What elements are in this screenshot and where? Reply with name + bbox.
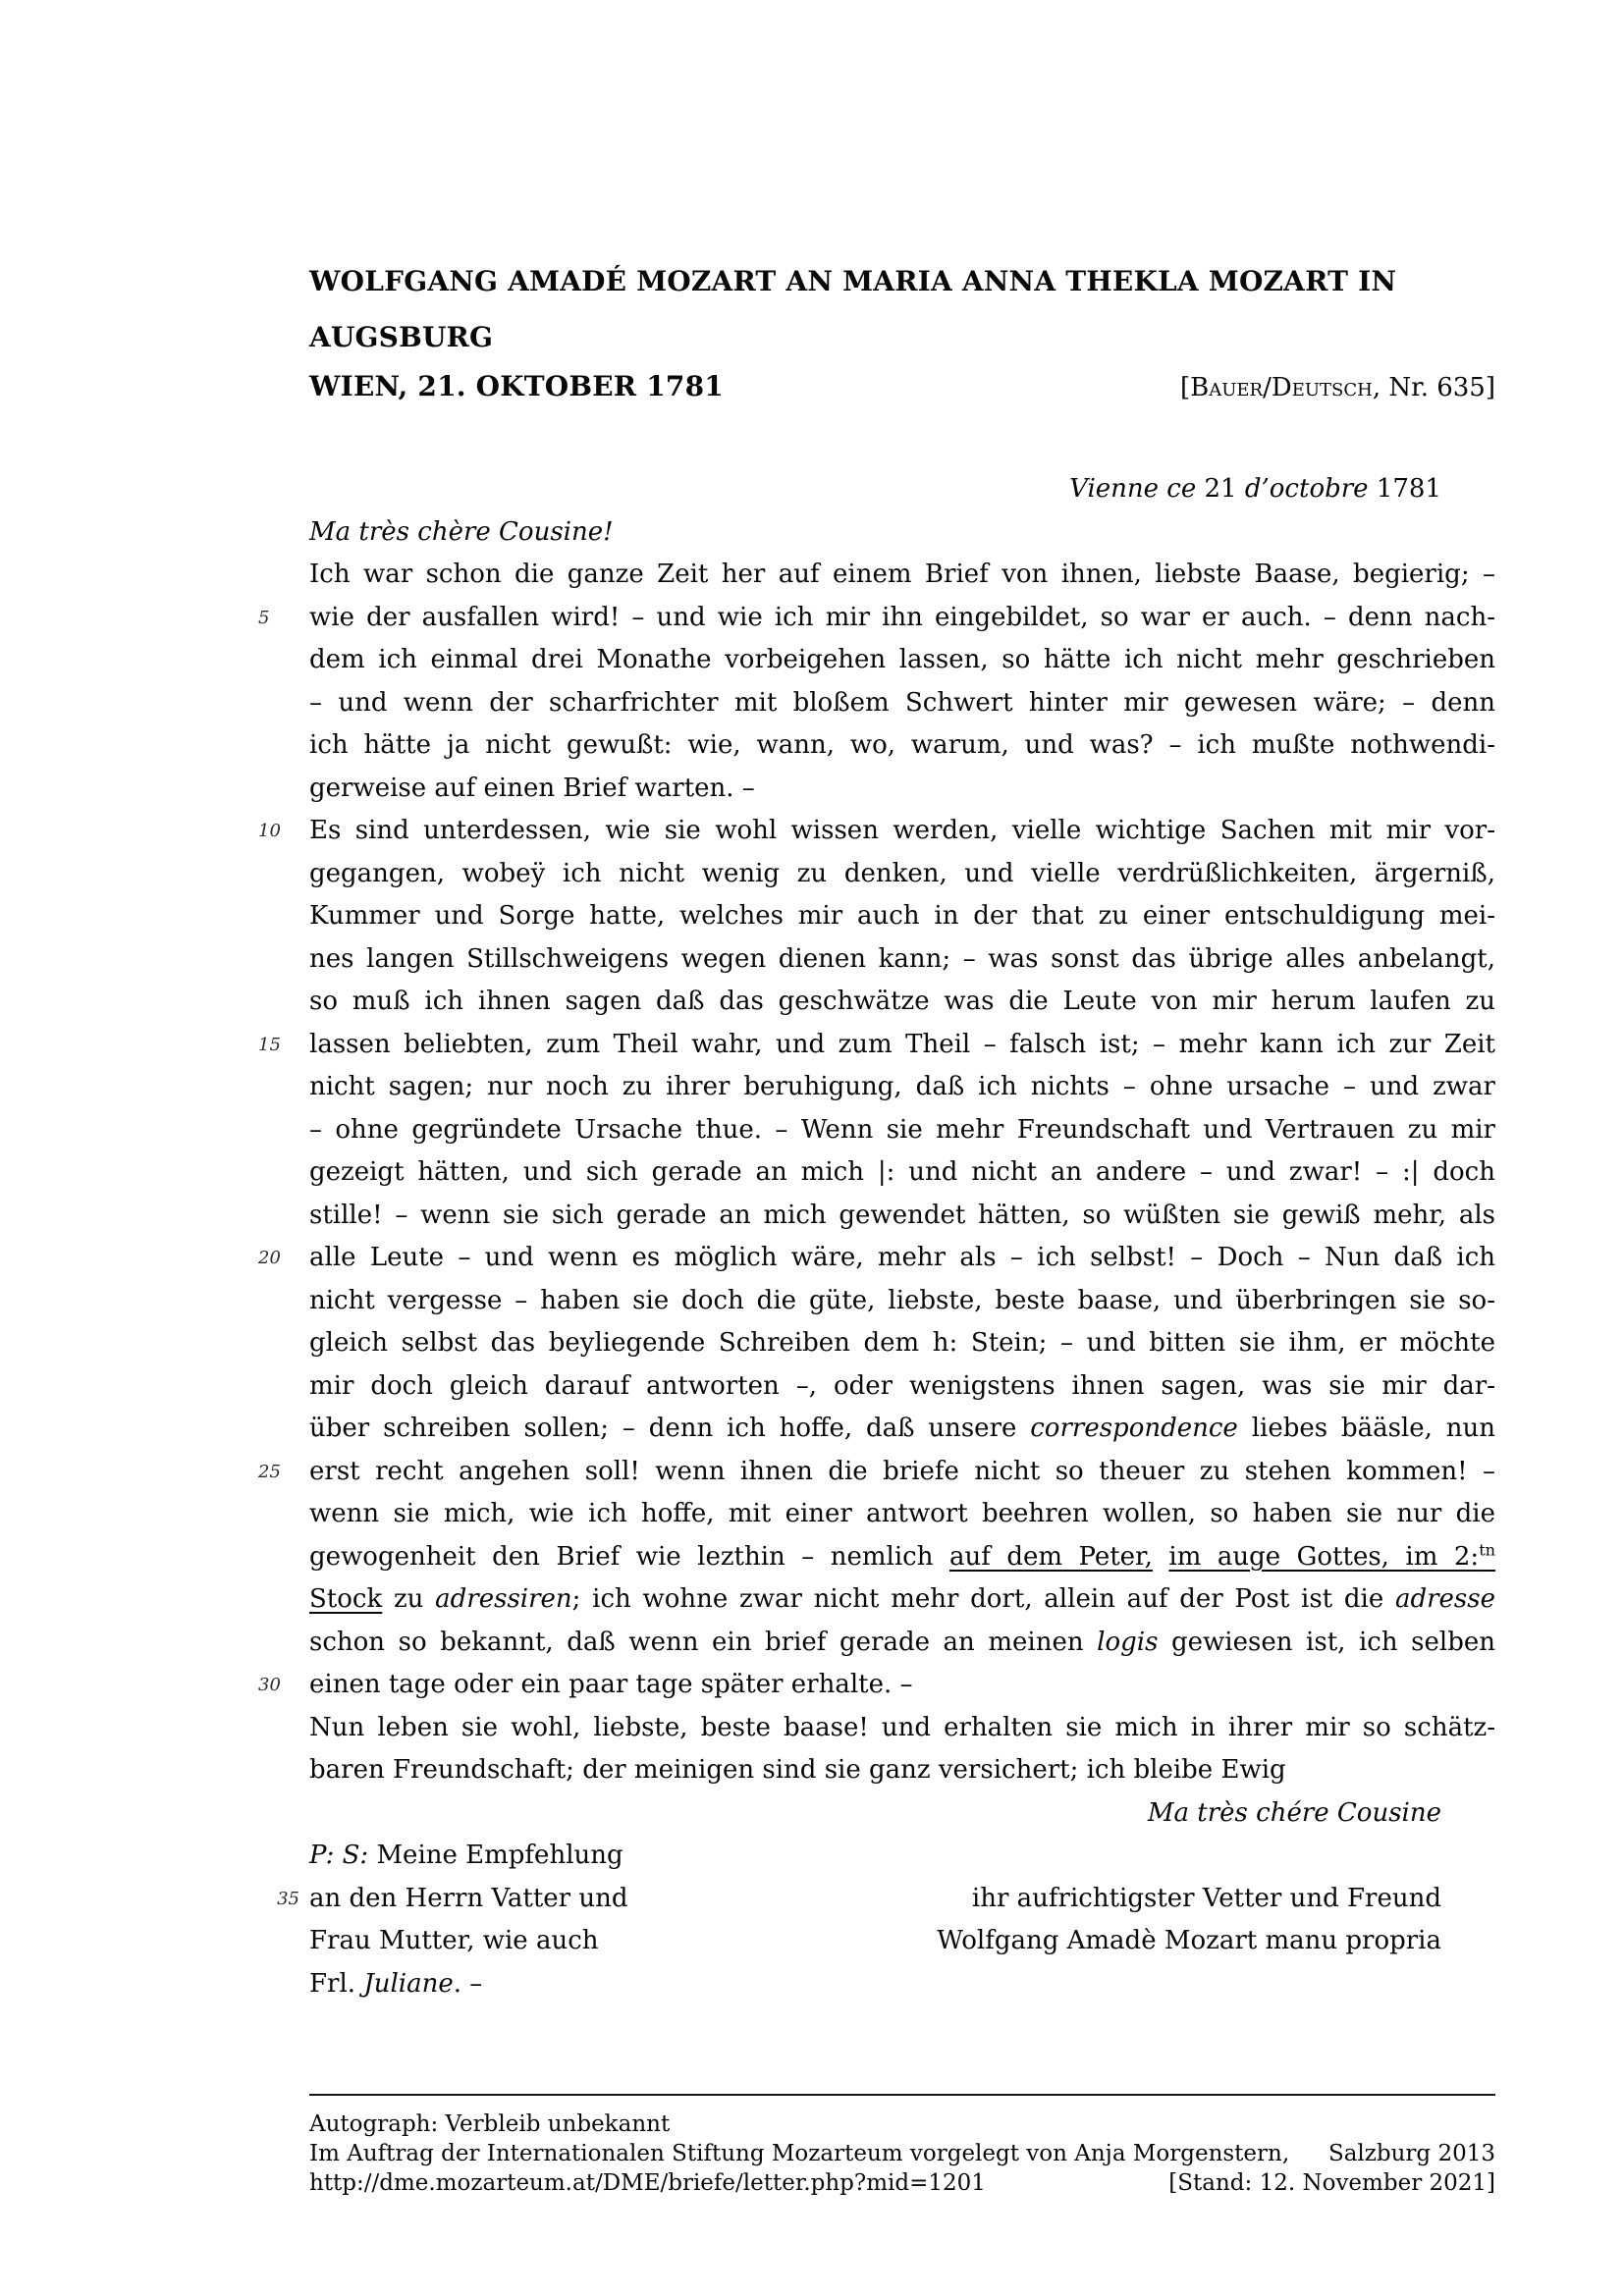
letter-line [309,1066,1495,1109]
ps-left-column [309,1878,781,1921]
text-run: ihr aufrichtigster Vetter und Freund [971,1883,1441,1913]
text-run: Ma très chère Cousine! [309,516,614,547]
ps-row [309,1920,1495,1963]
letter-line [309,1408,1495,1451]
text-run: stille! – wenn sie sich gerade an mich gewendet hätten, so wüßten sie gewiß mehr, als [309,1200,1495,1230]
text-run: Ich war schon die ganze Zeit her auf einem Brief von ihnen, liebste Baase, begierig; – [309,560,1495,589]
text-run: ; ich wohne zwar nicht mehr dort, allein auf der Post ist die [571,1584,1395,1614]
text-run: Frau Mutter, wie auch [309,1926,599,1955]
ps-section [277,1835,1495,2005]
letter-line [309,1578,1495,1622]
text-run: Stock [309,1584,383,1614]
letter-line [309,895,1495,938]
text-run: lassen beliebten, zum Theil wahr, und zum Theil – falsch ist; – mehr kann ich zur Zeit [309,1029,1495,1059]
text-run: Vienne ce [1069,474,1205,504]
text-run: baren Freundschaft; der meinigen sind sie ganz versichert; ich bleibe Ewig [309,1755,1286,1785]
text-run: ich hätte ja nicht gewußt: wie, wann, wo, warum, und was? – ich mußte nothwendi- [309,730,1495,760]
text-run: correspondence [1030,1414,1238,1443]
ps-left-column [309,1920,781,1963]
text-run: nes langen Stillschweigens wegen dienen kann; – was sonst das übrige alles anbelangt, [309,943,1495,974]
letter-line [309,639,1495,682]
text-run: mir doch gleich darauf antworten –, oder wenigstens ihnen sagen, was sie mir dar- [309,1370,1495,1401]
text-run [1168,1539,1496,1572]
text-run: d’octobre [1244,474,1377,504]
letter-line [258,1024,1495,1067]
letter-line [309,724,1495,768]
letter-line [309,1151,1495,1195]
letter-line [309,1792,1495,1836]
text-run: gezeigt hätten, und sich gerade an mich |: und nicht an andere – und zwar! – :| doch [309,1157,1495,1187]
letter-header [309,253,1495,409]
text-run: Nun leben sie wohl, liebste, beste baase! und erhalten sie mich in ihrer mir so schätz- [309,1712,1495,1742]
text-run: gleich selbst das beyliegende Schreiben dem h: Stein; – und bitten sie ihm, er möchte [309,1328,1495,1358]
text-run: über schreiben sollen; – denn ich hoffe, daß unsere [309,1414,1031,1443]
text-run [1153,1542,1169,1572]
letter-line [258,1664,1495,1707]
text-run: nicht sagen; nur noch zu ihrer beruhigung, daß ich nichts – ohne ursache – und zwar [309,1072,1495,1101]
text-run: Kummer und Sorge hatte, welches mir auch in der that zu einer entschuldigung mei- [309,901,1495,931]
line-number: 30 [258,1675,281,1695]
text-run: wenn sie mich, wie ich hoffe, mit einer antwort beehren wollen, so haben sie nur die [309,1499,1495,1528]
ps-row [277,1878,1495,1921]
imprint-text: Im Auftrag der Internationalen Stiftung Mozarteum vorgelegt von Anja Morgenstern, [309,2141,1290,2166]
text-run: zu [382,1584,436,1614]
ps-left-column [309,1835,781,1878]
signature-right-column [781,1920,1495,1963]
autograph-note: Autograph: Verbleib unbekannt [309,2111,671,2137]
ps-row [309,1963,1495,2006]
letter-line [309,1622,1495,1665]
ref-number: , Nr. 635] [1372,373,1495,402]
line-number: 20 [258,1248,281,1268]
text-run: adresse [1394,1584,1495,1614]
text-run: gegangen, wobeÿ ich nicht wenig zu denken, und vielle verdrüßlichkeiten, ärgerniß, [309,858,1495,888]
line-number: 5 [258,607,270,628]
letter-line [309,468,1495,511]
stand-date: [Stand: 12. November 2021] [1168,2170,1495,2196]
page-content [258,253,1496,2198]
ref-bracket-open: [ [1179,373,1191,402]
text-run: 1781 [1376,474,1441,504]
text-run: 21 [1204,474,1245,504]
text-run: – und wenn der scharfrichter mit bloßem Schwert hinter mir gewesen wäre; – denn [309,687,1495,718]
letter-line [309,554,1495,597]
text-run: so muß ich ihnen sagen daß das geschwätze was die Leute von mir herum laufen zu [309,987,1495,1016]
text-run: einen tage oder ein paar tage später erhalte. – [309,1670,913,1699]
ps-row [309,1835,1495,1878]
header-place-date: WIEN, 21. OKTOBER 1781 [309,370,724,402]
line-number: 35 [277,1888,299,1909]
source-url: http://dme.mozarteum.at/DME/briefe/letter.php?mid=1201 [309,2170,986,2196]
letter-line [309,981,1495,1024]
signature-right-column [781,1878,1495,1921]
letter-line [309,1707,1495,1750]
text-run: liebes bääsle, nun [1237,1414,1495,1443]
text-run: Frl. [309,1968,364,1999]
text-run: gewogenheit den Brief wie lezthin – nemlich [309,1541,949,1572]
header-dateline-row [309,365,1495,409]
letter-line [258,1237,1495,1280]
text-run: gerweise auf einen Brief warten. – [309,773,755,803]
letter-line [258,597,1495,640]
letter-line [309,1109,1495,1152]
text-run: . – [453,1968,483,1999]
text-run: – ohne gegründete Ursache thue. – Wenn sie mehr Freundschaft und Vertrauen zu mir [309,1114,1495,1145]
text-run: Meine Empfehlung [376,1841,623,1870]
letter-line [309,682,1495,725]
letter-line [309,1493,1495,1536]
page-footer [309,2094,1495,2198]
text-run: dem ich einmal drei Monathe vorbeigehen lassen, so hätte ich nicht mehr geschrieben [309,645,1495,674]
text-run: gewiesen ist, ich selben [1158,1627,1495,1657]
text-run: Wolfgang Amadè Mozart manu propria [937,1926,1441,1955]
text-run: im auge Gottes, im 2: [1168,1541,1480,1572]
ref-edition-name: Bauer/Deutsch [1190,373,1373,402]
text-run: wie der ausfallen wird! – und wie ich mir ihn eingebildet, so war er auch. – denn nach- [309,602,1495,632]
letter-body [258,468,1496,2005]
letter-line [258,810,1495,853]
bauer-deutsch-reference [1180,366,1495,409]
letter-line [309,1322,1495,1365]
footer-row-imprint [309,2139,1495,2168]
line-number: 25 [258,1461,281,1482]
letter-line [309,1365,1495,1409]
signature-right-column [781,1835,1495,1878]
text-run: Juliane [363,1968,454,1999]
line-number: 15 [258,1034,281,1055]
letter-line [309,768,1495,811]
text-run: P: S: [309,1841,377,1870]
ps-left-column [309,1963,781,2006]
header-title-line1: WOLFGANG AMADÉ MOZART AN MARIA ANNA THEKLA MOZART IN [309,265,1397,297]
text-run: erst recht angehen soll! wenn ihnen die briefe nicht so theuer zu stehen kommen! – [309,1456,1495,1486]
text-run: tn [1479,1539,1496,1559]
text-run: alle Leute – und wenn es möglich wäre, mehr als – ich selbst! – Doch – Nun daß ich [309,1243,1495,1272]
text-run: nicht vergesse – haben sie doch die güte, liebste, beste baase, und überbringen sie so- [309,1285,1495,1315]
letter-line [309,938,1495,982]
letter-line [309,1749,1495,1792]
text-run: adressiren [435,1584,572,1614]
text-run: Ma très chére Cousine [1147,1797,1441,1828]
footer-row-url [309,2168,1495,2198]
letter-line [309,511,1495,555]
imprint-place-year: Salzburg 2013 [1327,2141,1495,2166]
text-run: an den Herrn Vatter und [309,1883,628,1913]
letter-line [309,1195,1495,1238]
letter-line [309,853,1495,896]
header-title-line2: AUGSBURG [309,321,494,353]
text-run: schon so bekannt, daß wenn ein brief gerade an meinen [309,1627,1098,1657]
signature-right-column [781,1963,1495,2006]
letter-line [309,1536,1495,1579]
letter-line [258,1451,1495,1494]
text-run: logis [1097,1627,1159,1657]
text-run: Es sind unterdessen, wie sie wohl wissen werden, vielle wichtige Sachen mit mir vor- [309,816,1495,845]
letter-line [309,1280,1495,1323]
line-number: 10 [258,821,281,841]
text-run: auf dem Peter, [948,1541,1153,1572]
footer-row-autograph [309,2109,1495,2139]
